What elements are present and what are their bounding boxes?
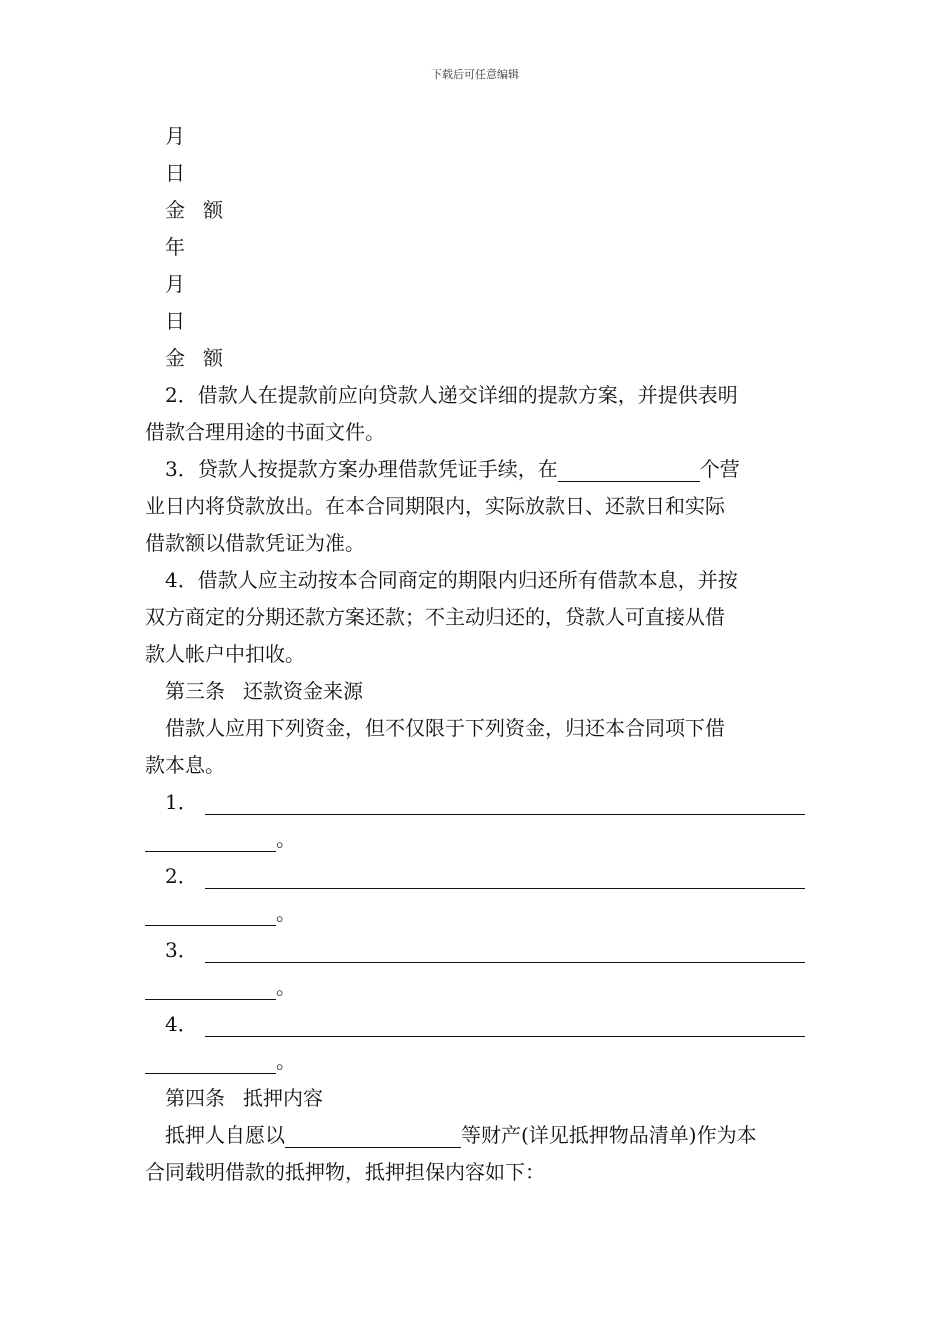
- source-item-4-end: 。: [276, 1049, 296, 1073]
- label-month-2: 月: [165, 272, 185, 296]
- article-4-line-2: 合同载明借款的抵押物，抵押担保内容如下：: [145, 1160, 545, 1184]
- label-amount-b-2: 额: [203, 346, 223, 370]
- blank-collateral[interactable]: [285, 1123, 461, 1148]
- source-item-3: [145, 932, 810, 969]
- source-item-2-num: 2．: [165, 864, 198, 888]
- contract-body: [145, 118, 810, 1191]
- source-item-3-cont: [145, 969, 810, 1006]
- article-4-title: [145, 1080, 810, 1117]
- article-3-intro-line-1: 借款人应用下列资金，但不仅限于下列资金，归还本合同项下借: [165, 716, 725, 740]
- clause-4-line-2: 双方商定的分期还款方案还款；不主动归还的，贷款人可直接从借: [145, 605, 725, 629]
- clause-2-line-2: 借款合理用途的书面文件。: [145, 420, 385, 444]
- source-item-1-blank-2[interactable]: [145, 827, 276, 852]
- source-item-3-num: 3．: [165, 938, 198, 962]
- label-year: 年: [165, 235, 185, 259]
- label-amount-a-2: 金: [165, 346, 185, 370]
- clause-4-line-1: 4．借款人应主动按本合同商定的期限内归还所有借款本息，并按: [165, 568, 738, 592]
- source-item-1-blank[interactable]: [205, 790, 805, 815]
- source-item-3-blank[interactable]: [205, 938, 805, 963]
- source-item-4-blank-2[interactable]: [145, 1049, 276, 1074]
- article-3-title: [145, 673, 810, 710]
- source-item-2-blank[interactable]: [205, 864, 805, 889]
- article-4-pre: 抵押人自愿以: [165, 1123, 285, 1147]
- article-4-title-a: 第四条: [165, 1086, 225, 1110]
- page-header-note: 下载后可任意编辑: [431, 68, 519, 81]
- clause-3-line-2: 业日内将贷款放出。在本合同期限内，实际放款日、还款日和实际: [145, 494, 725, 518]
- source-item-3-end: 。: [276, 975, 296, 999]
- blank-business-days[interactable]: [558, 457, 700, 482]
- source-item-1-num: 1．: [165, 790, 198, 814]
- source-item-2-cont: [145, 895, 810, 932]
- source-item-4-num: 4．: [165, 1012, 198, 1036]
- clause-4-line-3: 款人帐户中扣收。: [145, 642, 305, 666]
- source-item-1-cont: [145, 821, 810, 858]
- clause-3-line-3: 借款额以借款凭证为准。: [145, 531, 365, 555]
- source-item-4: [145, 1006, 810, 1043]
- label-amount-b: 额: [203, 198, 223, 222]
- clause-3-post: 个营: [699, 457, 740, 481]
- source-item-2-blank-2[interactable]: [145, 901, 276, 926]
- article-3-title-b: 还款资金来源: [243, 679, 363, 703]
- source-item-2-end: 。: [276, 901, 296, 925]
- source-item-4-cont: [145, 1043, 810, 1080]
- article-3-intro-line-2: 款本息。: [145, 753, 225, 777]
- label-amount-2: [145, 340, 810, 377]
- label-amount-a: 金: [165, 198, 185, 222]
- label-day: 日: [165, 161, 185, 185]
- article-4-line-1: [145, 1117, 810, 1154]
- article-4-post: 等财产(详见抵押物品清单)作为本: [461, 1123, 757, 1147]
- source-item-3-blank-2[interactable]: [145, 975, 276, 1000]
- clause-3-line-1: [145, 451, 810, 488]
- label-day-2: 日: [165, 309, 185, 333]
- clause-2-line-1: 2．借款人在提款前应向贷款人递交详细的提款方案，并提供表明: [165, 383, 738, 407]
- article-3-title-a: 第三条: [165, 679, 225, 703]
- source-item-1-end: 。: [276, 827, 296, 851]
- source-item-4-blank[interactable]: [205, 1012, 805, 1037]
- label-month: 月: [165, 124, 185, 148]
- label-amount: [145, 192, 810, 229]
- article-4-title-b: 抵押内容: [243, 1086, 323, 1110]
- source-item-2: [145, 858, 810, 895]
- clause-3-pre: 3．贷款人按提款方案办理借款凭证手续，在: [165, 457, 558, 481]
- source-item-1: [145, 784, 810, 821]
